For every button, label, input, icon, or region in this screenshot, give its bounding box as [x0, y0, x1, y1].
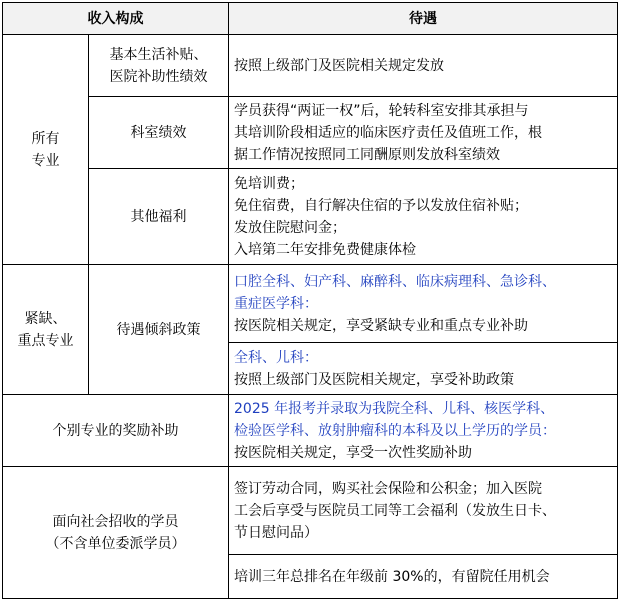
header-income-composition: 收入构成 [3, 3, 229, 35]
row-dept-performance [3, 97, 618, 169]
row-specific-reward [3, 395, 618, 467]
row-other-benefits [3, 169, 618, 265]
label-basic-allowance: 基本生活补贴、 医院补助性绩效 [89, 35, 229, 97]
detail-other-benefits: 免培训费； 免住宿费，自行解决住宿的予以发放住宿补贴； 发放住院慰问金； 入培第二年安排免费健康体检 [229, 169, 618, 265]
detail-shortage-a: 口腔全科、妇产科、麻醉科、临床病理科、急诊科、 重症医学科： 按医院相关规定，享受紧缺专业和重点专业补助 [229, 265, 618, 343]
label-specific-reward: 个别专业的奖励补助 [3, 395, 229, 467]
detail-social-a: 签订劳动合同，购买社会保险和公积金；加入医院 工会后享受与医院员工同等工会福利（发放生日卡、 节日慰问品） [229, 467, 618, 555]
detail-specific-reward: 2025 年报考并录取为我院全科、儿科、核医学科、 检验医学科、放射肿瘤科的本科及以上学历的学员： 按医院相关规定，享受一次性奖励补助 [229, 395, 618, 467]
label-other-benefits: 其他福利 [89, 169, 229, 265]
detail-social-b: 培训三年总排名在年级前 30%的，有留院任用机会 [229, 555, 618, 599]
benefits-table [2, 2, 618, 599]
group-all-majors: 所有 专业 [3, 35, 89, 265]
row-shortage-a [3, 265, 618, 343]
detail-basic-allowance: 按照上级部门及医院相关规定发放 [229, 35, 618, 97]
row-social-a [3, 467, 618, 555]
detail-shortage-b: 全科、儿科： 按照上级部门及医院相关规定，享受补助政策 [229, 343, 618, 395]
row-basic-allowance [3, 35, 618, 97]
label-preferential-policy: 待遇倾斜政策 [89, 265, 229, 395]
label-social-recruits: 面向社会招收的学员 （不含单位委派学员） [3, 467, 229, 599]
header-row [3, 3, 618, 35]
header-benefits: 待遇 [229, 3, 618, 35]
group-shortage-majors: 紧缺、 重点专业 [3, 265, 89, 395]
detail-dept-performance: 学员获得“两证一权”后，轮转科室安排其承担与 其培训阶段相适应的临床医疗责任及值班工作，根 据工作情况按照同工同酬原则发放科室绩效 [229, 97, 618, 169]
label-dept-performance: 科室绩效 [89, 97, 229, 169]
